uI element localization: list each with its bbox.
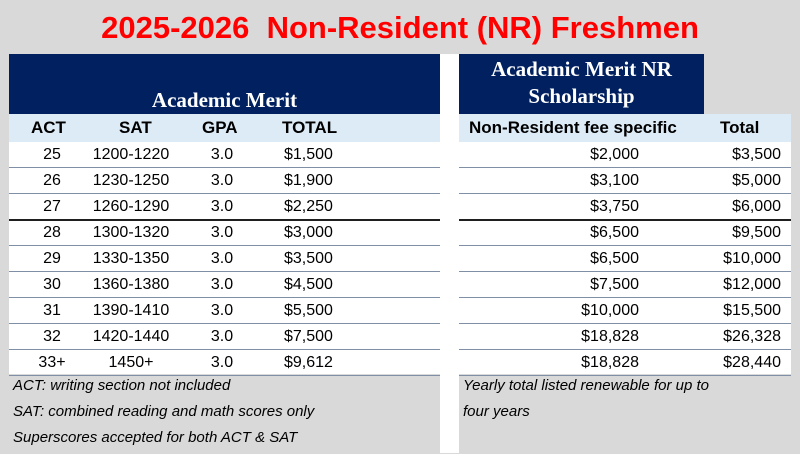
total-cell: $1,900 xyxy=(284,172,333,189)
table-row xyxy=(9,350,440,376)
sat-cell: 1360-1380 xyxy=(92,276,170,293)
col-nr-fee-header: Non-Resident fee specific xyxy=(469,118,677,137)
nr-fee-cell: $10,000 xyxy=(581,302,639,319)
col-sat-header: SAT xyxy=(119,118,152,137)
col-act-header: ACT xyxy=(31,118,66,137)
table-row xyxy=(9,324,440,350)
page-title: 2025-2026 Non-Resident (NR) Freshmen xyxy=(101,10,699,45)
act-cell: 31 xyxy=(43,302,61,319)
total-cell: $3,500 xyxy=(284,250,333,267)
gpa-cell: 3.0 xyxy=(210,172,234,189)
grand-total-cell: $9,500 xyxy=(732,224,781,241)
table-row xyxy=(459,298,791,324)
grand-total-cell: $15,500 xyxy=(723,302,781,319)
grand-total-cell: $5,000 xyxy=(732,172,781,189)
col-gpa-header: GPA xyxy=(202,118,238,137)
nr-scholarship-header xyxy=(459,54,704,114)
table-row xyxy=(9,168,440,194)
gpa-cell: 3.0 xyxy=(210,276,234,293)
sat-cell: 1420-1440 xyxy=(92,328,170,345)
grand-total-cell: $26,328 xyxy=(723,328,781,345)
table-row xyxy=(9,272,440,298)
table-row xyxy=(9,298,440,324)
table-row xyxy=(459,324,791,350)
academic-merit-header-label: Academic Merit xyxy=(151,88,298,112)
grand-total-cell: $6,000 xyxy=(732,198,781,215)
table-row xyxy=(459,168,791,194)
gpa-cell: 3.0 xyxy=(210,302,234,319)
gpa-cell: 3.0 xyxy=(210,146,234,163)
note-act: ACT: writing section not included xyxy=(13,377,231,394)
table-row xyxy=(459,220,791,246)
note-renewable-line1: Yearly total listed renewable for up to xyxy=(463,377,709,394)
table-row xyxy=(9,194,440,221)
table-row xyxy=(9,220,440,246)
academic-merit-table xyxy=(9,114,440,374)
nr-fee-cell: $18,828 xyxy=(581,354,639,371)
nr-fee-cell: $3,750 xyxy=(590,198,639,215)
sat-cell: 1300-1320 xyxy=(92,224,170,241)
col-total-header: TOTAL xyxy=(282,118,338,137)
act-cell: 26 xyxy=(43,172,61,189)
sat-cell: 1450+ xyxy=(108,354,154,371)
grand-total-cell: $3,500 xyxy=(732,146,781,163)
table-row xyxy=(459,142,791,168)
table-row xyxy=(9,142,440,168)
note-sat: SAT: combined reading and math scores only xyxy=(13,403,315,420)
gpa-cell: 3.0 xyxy=(210,198,234,215)
note-superscores: Superscores accepted for both ACT & SAT xyxy=(13,429,298,446)
table-row xyxy=(459,194,791,221)
total-cell: $5,500 xyxy=(284,302,333,319)
table-row xyxy=(459,246,791,272)
gpa-cell: 3.0 xyxy=(210,224,234,241)
nr-scholarship-header-label xyxy=(459,56,704,110)
sat-cell: 1330-1350 xyxy=(92,250,170,267)
total-cell: $3,000 xyxy=(284,224,333,241)
academic-merit-header xyxy=(9,54,440,114)
act-cell: 33+ xyxy=(38,354,66,371)
total-cell: $1,500 xyxy=(284,146,333,163)
nr-fee-cell: $18,828 xyxy=(581,328,639,345)
grand-total-cell: $28,440 xyxy=(723,354,781,371)
sat-cell: 1230-1250 xyxy=(92,172,170,189)
col-grand-total-header: Total xyxy=(720,118,760,137)
act-cell: 32 xyxy=(43,328,61,345)
sat-cell: 1390-1410 xyxy=(92,302,170,319)
total-cell: $9,612 xyxy=(284,354,333,371)
total-cell: $2,250 xyxy=(284,198,333,215)
table-row xyxy=(459,350,791,376)
academic-merit-column-header-row xyxy=(9,114,440,142)
act-cell: 27 xyxy=(43,198,61,215)
nr-scholarship-table xyxy=(459,114,791,374)
nr-scholarship-header-line1: Academic Merit NR xyxy=(491,57,672,81)
gpa-cell: 3.0 xyxy=(210,354,234,371)
grand-total-cell: $10,000 xyxy=(723,250,781,267)
nr-scholarship-header-line2: Scholarship xyxy=(528,84,635,108)
total-cell: $4,500 xyxy=(284,276,333,293)
column-gap xyxy=(440,54,459,453)
nr-fee-cell: $6,500 xyxy=(590,224,639,241)
act-cell: 30 xyxy=(43,276,61,293)
act-cell: 28 xyxy=(43,224,61,241)
total-cell: $7,500 xyxy=(284,328,333,345)
sat-cell: 1200-1220 xyxy=(92,146,170,163)
note-renewable-line2: four years xyxy=(463,403,530,420)
table-row xyxy=(9,246,440,272)
gpa-cell: 3.0 xyxy=(210,250,234,267)
nr-fee-cell: $3,100 xyxy=(590,172,639,189)
act-cell: 25 xyxy=(43,146,61,163)
nr-fee-cell: $7,500 xyxy=(590,276,639,293)
grand-total-cell: $12,000 xyxy=(723,276,781,293)
sat-cell: 1260-1290 xyxy=(92,198,170,215)
table-row xyxy=(459,272,791,298)
nr-fee-cell: $2,000 xyxy=(590,146,639,163)
act-cell: 29 xyxy=(43,250,61,267)
gpa-cell: 3.0 xyxy=(210,328,234,345)
nr-scholarship-column-header-row xyxy=(459,114,791,142)
nr-fee-cell: $6,500 xyxy=(590,250,639,267)
